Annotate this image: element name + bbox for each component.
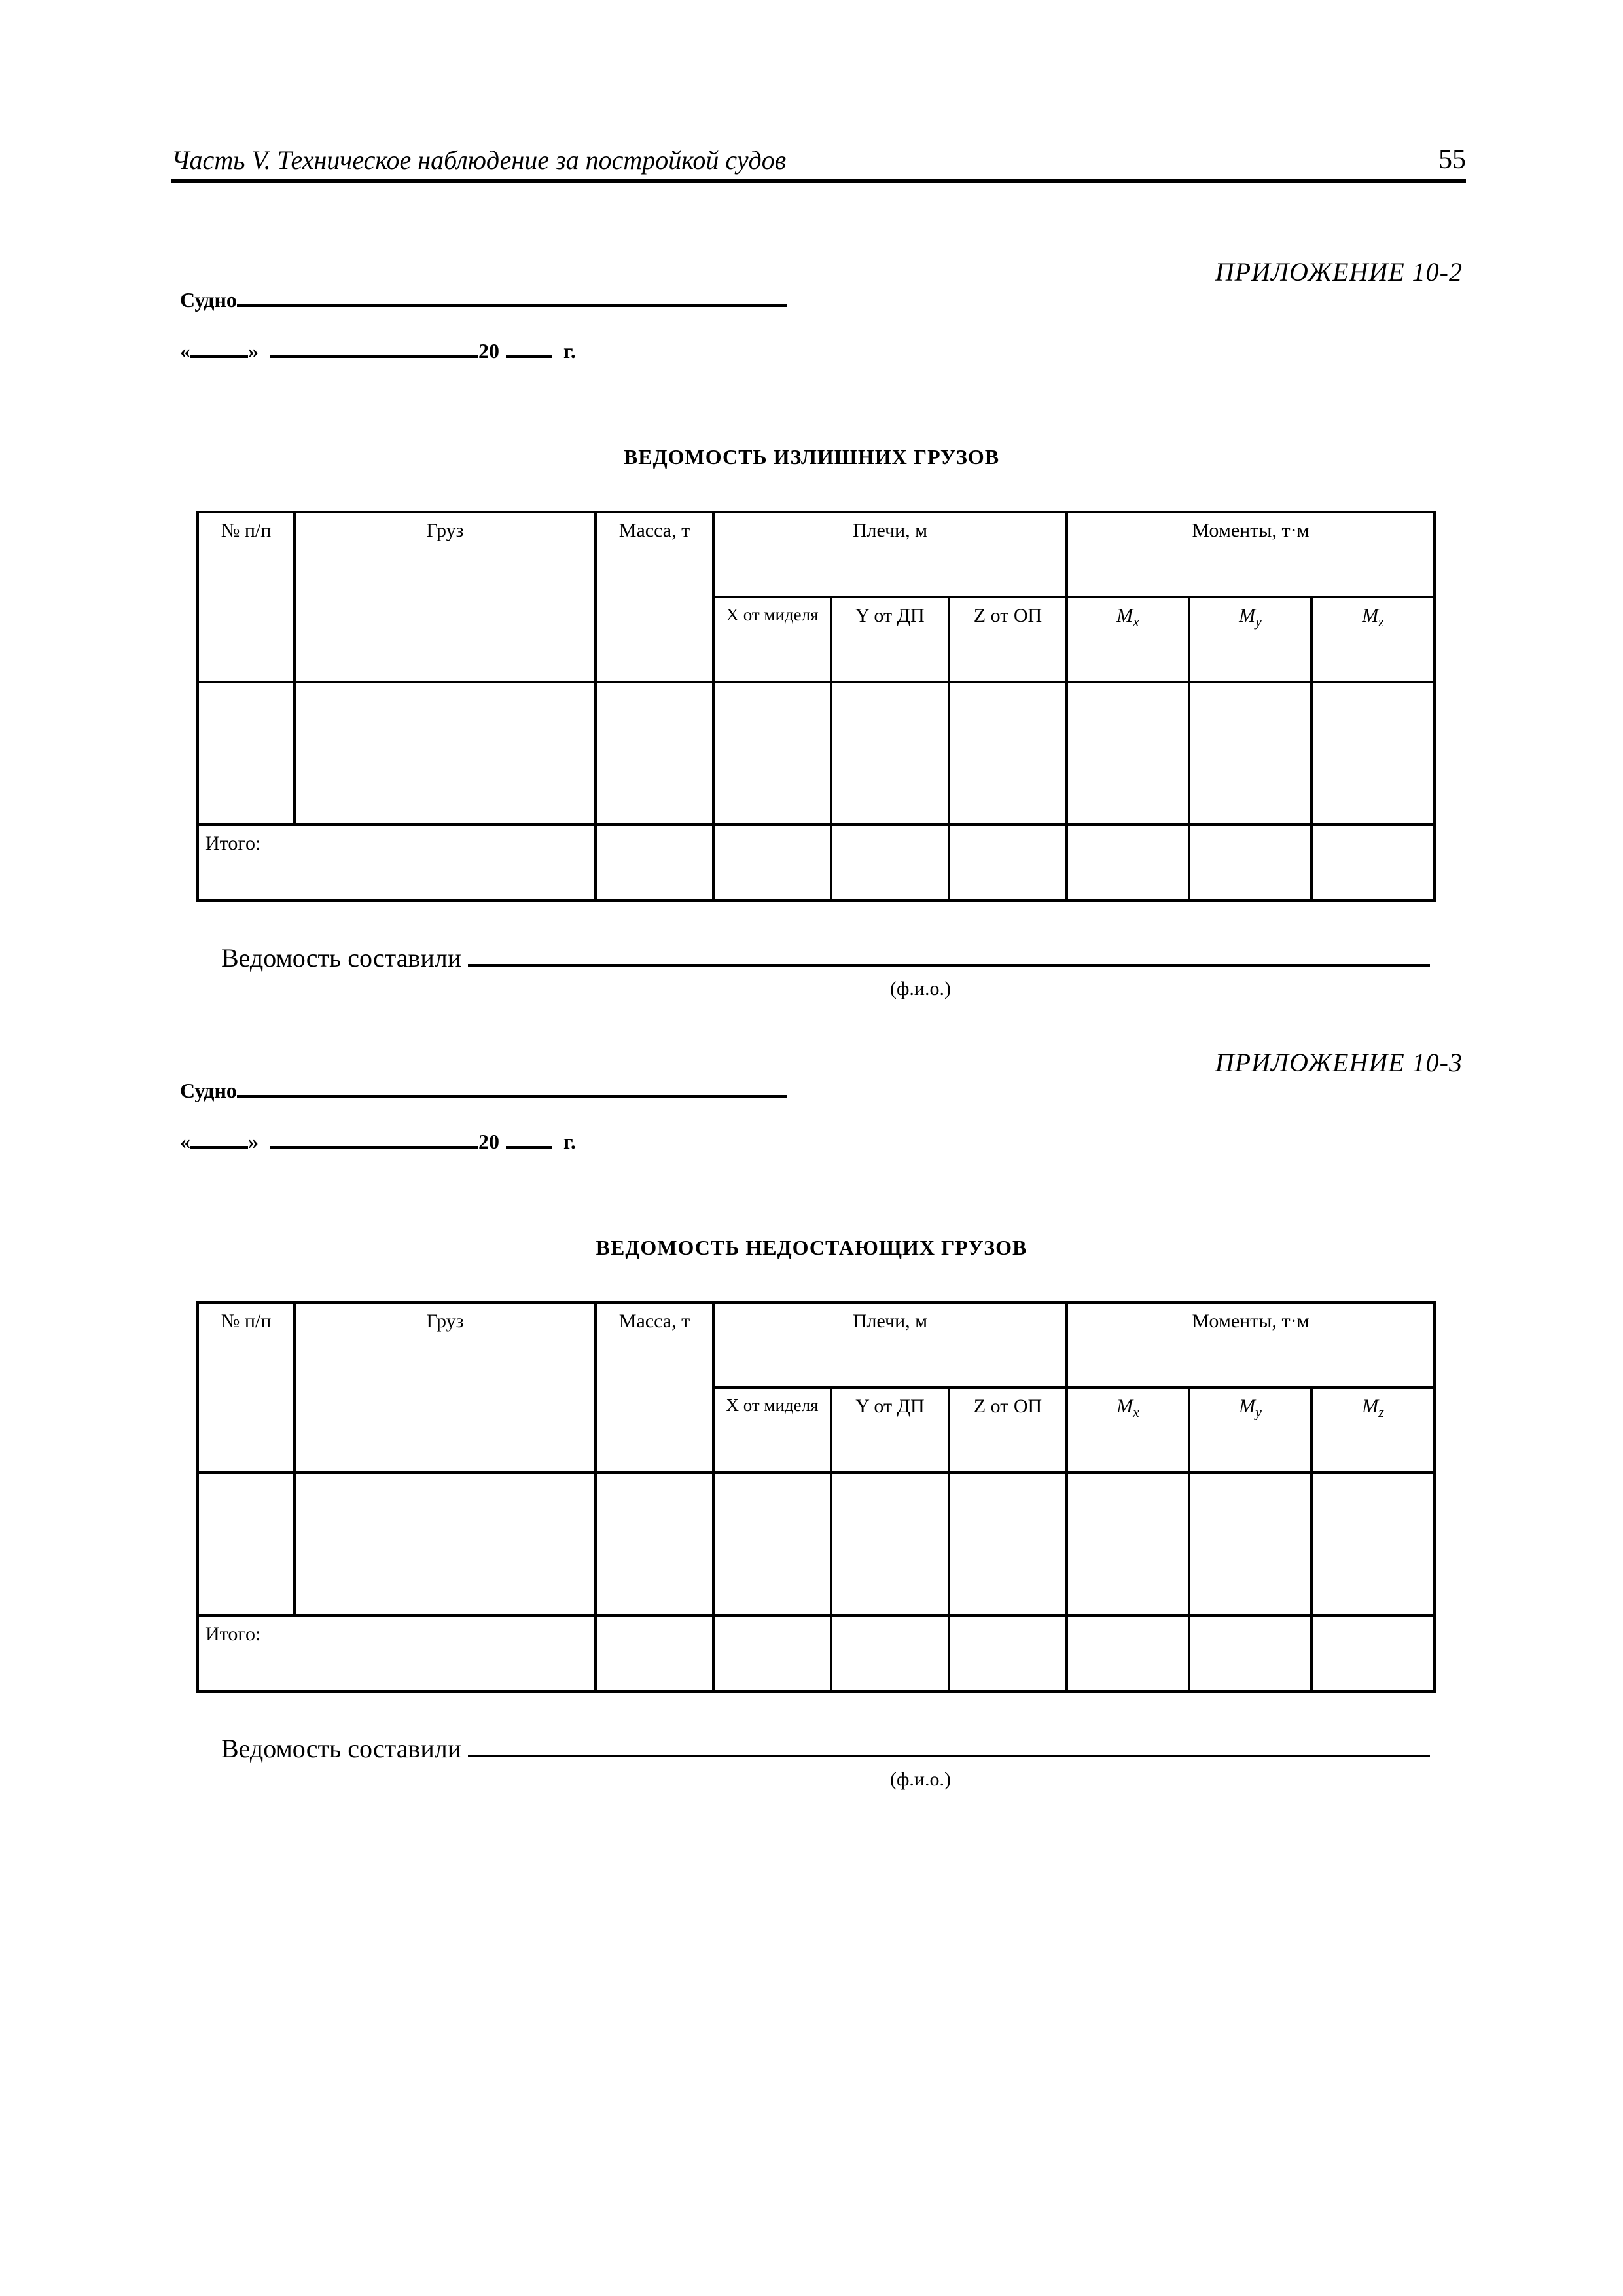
total-mass[interactable] (596, 1615, 713, 1691)
cell-mass[interactable] (596, 1473, 713, 1615)
compiled-label: Ведомость составили (221, 943, 462, 973)
table-row (198, 1473, 1435, 1615)
col-header-mz: $M_z$ (1311, 597, 1435, 682)
vessel-field (180, 288, 787, 312)
total-y[interactable] (831, 825, 949, 901)
col-header-moments: Моменты, т·м (1067, 1302, 1435, 1388)
year-suffix: г. (563, 339, 576, 363)
compiled-label: Ведомость составили (221, 1734, 462, 1763)
vessel-input-line[interactable] (237, 304, 787, 307)
col-header-my: $M_y$ (1189, 597, 1311, 682)
total-x[interactable] (713, 1615, 831, 1691)
vessel-field (180, 1079, 787, 1103)
appendix-label: ПРИЛОЖЕНИЕ 10-2 (1215, 257, 1463, 287)
date-open-quote: « (180, 339, 190, 363)
cell-x[interactable] (713, 682, 831, 825)
cell-num[interactable] (198, 1473, 294, 1615)
col-header-y: Y от ДП (831, 597, 949, 682)
col-header-z: Z от ОП (949, 597, 1067, 682)
cell-y[interactable] (831, 682, 949, 825)
cell-cargo[interactable] (294, 1473, 596, 1615)
table-row (198, 682, 1435, 825)
cell-z[interactable] (949, 682, 1067, 825)
col-header-cargo: Груз (294, 512, 596, 682)
appendix-label: ПРИЛОЖЕНИЕ 10-3 (1215, 1048, 1463, 1077)
year-prefix: 20 (478, 339, 499, 363)
cell-x[interactable] (713, 1473, 831, 1615)
total-mz[interactable] (1311, 1615, 1435, 1691)
col-header-num: № п/п (198, 1302, 294, 1473)
col-header-my: $M_y$ (1189, 1388, 1311, 1473)
total-mx[interactable] (1067, 1615, 1189, 1691)
fio-caption: (ф.и.о.) (890, 978, 951, 999)
cell-my[interactable] (1189, 1473, 1311, 1615)
year-input-line[interactable] (506, 1146, 552, 1149)
cell-cargo[interactable] (294, 682, 596, 825)
total-label: Итого: (198, 825, 596, 901)
month-input-line[interactable] (270, 1146, 478, 1149)
year-prefix: 20 (478, 1130, 499, 1153)
col-header-y: Y от ДП (831, 1388, 949, 1473)
total-label: Итого: (198, 1615, 596, 1691)
total-row (198, 1615, 1435, 1691)
day-input-line[interactable] (190, 1146, 248, 1149)
compiled-by-field (221, 942, 1430, 973)
col-header-cargo: Груз (294, 1302, 596, 1473)
total-y[interactable] (831, 1615, 949, 1691)
col-header-z: Z от ОП (949, 1388, 1067, 1473)
cell-my[interactable] (1189, 682, 1311, 825)
cell-mass[interactable] (596, 682, 713, 825)
vessel-input-line[interactable] (237, 1095, 787, 1098)
col-header-arms: Плечи, м (713, 1302, 1067, 1388)
col-header-mz: $M_z$ (1311, 1388, 1435, 1473)
form-title: ВЕДОМОСТЬ ИЗЛИШНИХ ГРУЗОВ (623, 445, 1000, 469)
total-z[interactable] (949, 825, 1067, 901)
total-row (198, 825, 1435, 901)
form-title: ВЕДОМОСТЬ НЕДОСТАЮЩИХ ГРУЗОВ (596, 1236, 1027, 1259)
date-field (180, 1130, 576, 1154)
cargo-table (196, 1301, 1436, 1693)
col-header-arms: Плечи, м (713, 512, 1067, 597)
cell-z[interactable] (949, 1473, 1067, 1615)
year-input-line[interactable] (506, 355, 552, 358)
date-close-quote: » (248, 1130, 259, 1153)
fio-caption: (ф.и.о.) (890, 1768, 951, 1790)
cell-num[interactable] (198, 682, 294, 825)
total-x[interactable] (713, 825, 831, 901)
vessel-label: Судно (180, 288, 237, 312)
total-my[interactable] (1189, 1615, 1311, 1691)
vessel-label: Судно (180, 1079, 237, 1102)
page-number: 55 (1438, 145, 1466, 175)
date-field (180, 339, 576, 363)
col-header-mx: $M_x$ (1067, 1388, 1189, 1473)
col-header-num: № п/п (198, 512, 294, 682)
total-z[interactable] (949, 1615, 1067, 1691)
col-header-mass: Масса, т (596, 512, 713, 682)
total-mass[interactable] (596, 825, 713, 901)
compiled-signature-line[interactable] (468, 1755, 1430, 1757)
cell-y[interactable] (831, 1473, 949, 1615)
cell-mx[interactable] (1067, 1473, 1189, 1615)
col-header-x: X от миделя (713, 1388, 831, 1473)
compiled-by-field (221, 1733, 1430, 1764)
col-header-mass: Масса, т (596, 1302, 713, 1473)
total-mz[interactable] (1311, 825, 1435, 901)
date-close-quote: » (248, 339, 259, 363)
cell-mz[interactable] (1311, 1473, 1435, 1615)
col-header-moments: Моменты, т·м (1067, 512, 1435, 597)
year-suffix: г. (563, 1130, 576, 1153)
col-header-mx: $M_x$ (1067, 597, 1189, 682)
running-title: Часть V. Техническое наблюдение за постройкой судов (171, 145, 787, 175)
col-header-x: X от миделя (713, 597, 831, 682)
cell-mx[interactable] (1067, 682, 1189, 825)
day-input-line[interactable] (190, 355, 248, 358)
date-open-quote: « (180, 1130, 190, 1153)
total-my[interactable] (1189, 825, 1311, 901)
cargo-table (196, 511, 1436, 902)
cell-mz[interactable] (1311, 682, 1435, 825)
running-head (171, 139, 1466, 183)
compiled-signature-line[interactable] (468, 964, 1430, 967)
total-mx[interactable] (1067, 825, 1189, 901)
month-input-line[interactable] (270, 355, 478, 358)
